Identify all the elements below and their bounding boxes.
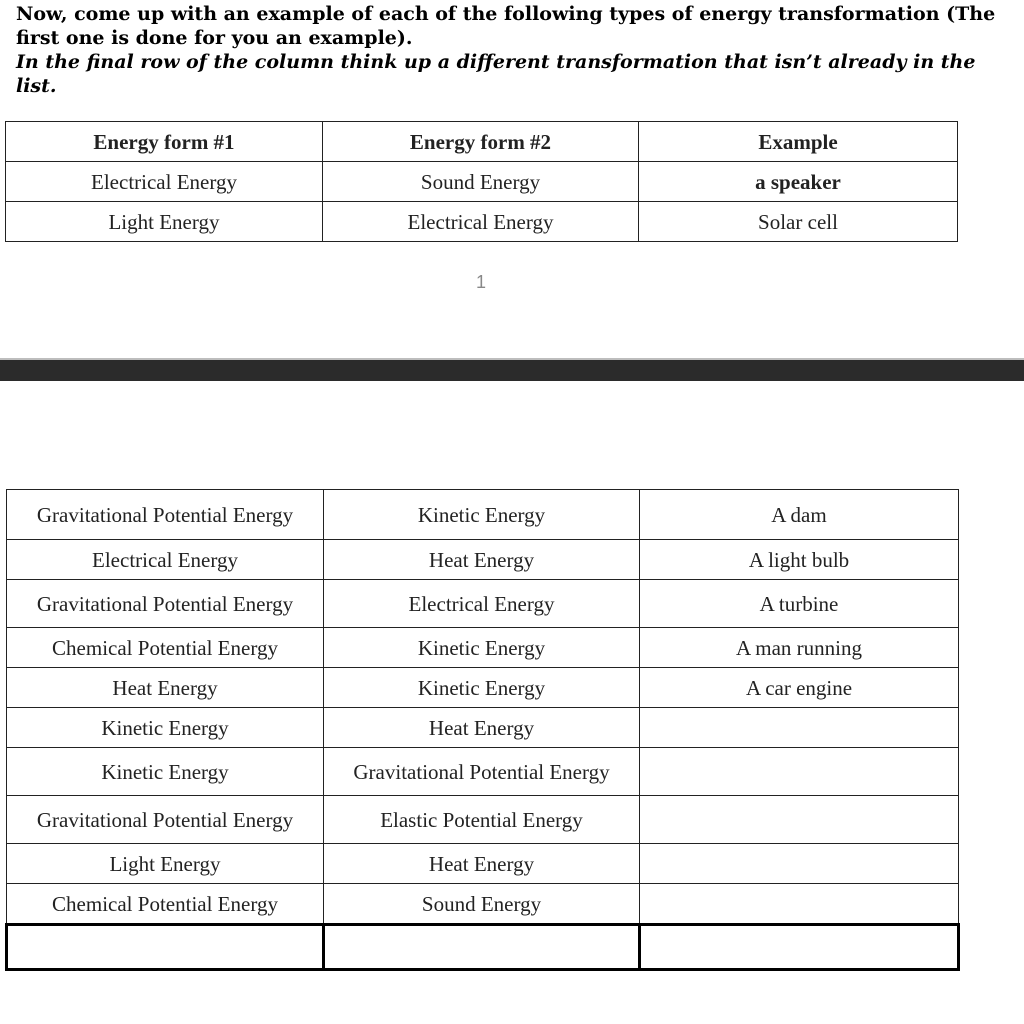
table-cell: Light Energy bbox=[6, 202, 323, 242]
table-cell: Heat Energy bbox=[7, 668, 324, 708]
table-cell: Sound Energy bbox=[323, 162, 639, 202]
table-cell: Light Energy bbox=[7, 844, 324, 884]
table-cell: Solar cell bbox=[639, 202, 958, 242]
answer-cell[interactable] bbox=[640, 748, 959, 796]
table-row bbox=[7, 844, 959, 884]
table-cell: A car engine bbox=[640, 668, 959, 708]
instructions bbox=[16, 2, 1006, 98]
table-cell: Sound Energy bbox=[324, 884, 640, 925]
table-cell: Kinetic Energy bbox=[7, 748, 324, 796]
table-row bbox=[6, 162, 958, 202]
table-cell: Electrical Energy bbox=[7, 540, 324, 580]
answer-cell[interactable] bbox=[7, 925, 324, 970]
table-cell: A light bulb bbox=[640, 540, 959, 580]
table-row bbox=[7, 884, 959, 925]
table-cell: a speaker bbox=[639, 162, 958, 202]
table-cell: Electrical Energy bbox=[323, 202, 639, 242]
table-header-row bbox=[6, 122, 958, 162]
table-cell: A turbine bbox=[640, 580, 959, 628]
table-cell: Electrical Energy bbox=[6, 162, 323, 202]
table-cell: Kinetic Energy bbox=[324, 668, 640, 708]
table-row bbox=[7, 668, 959, 708]
table-cell: Kinetic Energy bbox=[324, 628, 640, 668]
table-cell: Chemical Potential Energy bbox=[7, 628, 324, 668]
answer-cell[interactable] bbox=[640, 884, 959, 925]
instructions-line-2: In the final row of the column think up a different transformation that isn’t already in the list. bbox=[16, 51, 976, 97]
table-cell: Elastic Potential Energy bbox=[324, 796, 640, 844]
header-example: Example bbox=[639, 122, 958, 162]
table-cell: Kinetic Energy bbox=[324, 490, 640, 540]
answer-cell[interactable] bbox=[640, 844, 959, 884]
instructions-line-1: Now, come up with an example of each of the following types of energy transformation (The first one is done for you an example). bbox=[16, 3, 996, 49]
table-cell: Gravitational Potential Energy bbox=[324, 748, 640, 796]
energy-table-page-2 bbox=[5, 489, 960, 971]
table-cell: Gravitational Potential Energy bbox=[7, 490, 324, 540]
energy-table-page-1 bbox=[5, 121, 958, 242]
table-row bbox=[7, 628, 959, 668]
table-row bbox=[7, 796, 959, 844]
table-cell: Gravitational Potential Energy bbox=[7, 796, 324, 844]
answer-cell[interactable] bbox=[640, 708, 959, 748]
table-row bbox=[6, 202, 958, 242]
table-row bbox=[7, 708, 959, 748]
header-energy-form-1: Energy form #1 bbox=[6, 122, 323, 162]
answer-cell[interactable] bbox=[640, 796, 959, 844]
table-cell: Electrical Energy bbox=[324, 580, 640, 628]
table-row bbox=[7, 748, 959, 796]
table-row bbox=[7, 490, 959, 540]
table-cell: Heat Energy bbox=[324, 708, 640, 748]
table-cell: Kinetic Energy bbox=[7, 708, 324, 748]
page-break-divider bbox=[0, 360, 1024, 381]
table-row bbox=[7, 580, 959, 628]
table-cell: Heat Energy bbox=[324, 844, 640, 884]
table-cell: A man running bbox=[640, 628, 959, 668]
table-cell: Chemical Potential Energy bbox=[7, 884, 324, 925]
header-energy-form-2: Energy form #2 bbox=[323, 122, 639, 162]
table-cell: Gravitational Potential Energy bbox=[7, 580, 324, 628]
table-cell: Heat Energy bbox=[324, 540, 640, 580]
answer-cell[interactable] bbox=[640, 925, 959, 970]
table-cell: A dam bbox=[640, 490, 959, 540]
table-row bbox=[7, 540, 959, 580]
page-number: 1 bbox=[475, 272, 486, 292]
final-row-blank bbox=[7, 925, 959, 970]
answer-cell[interactable] bbox=[324, 925, 640, 970]
